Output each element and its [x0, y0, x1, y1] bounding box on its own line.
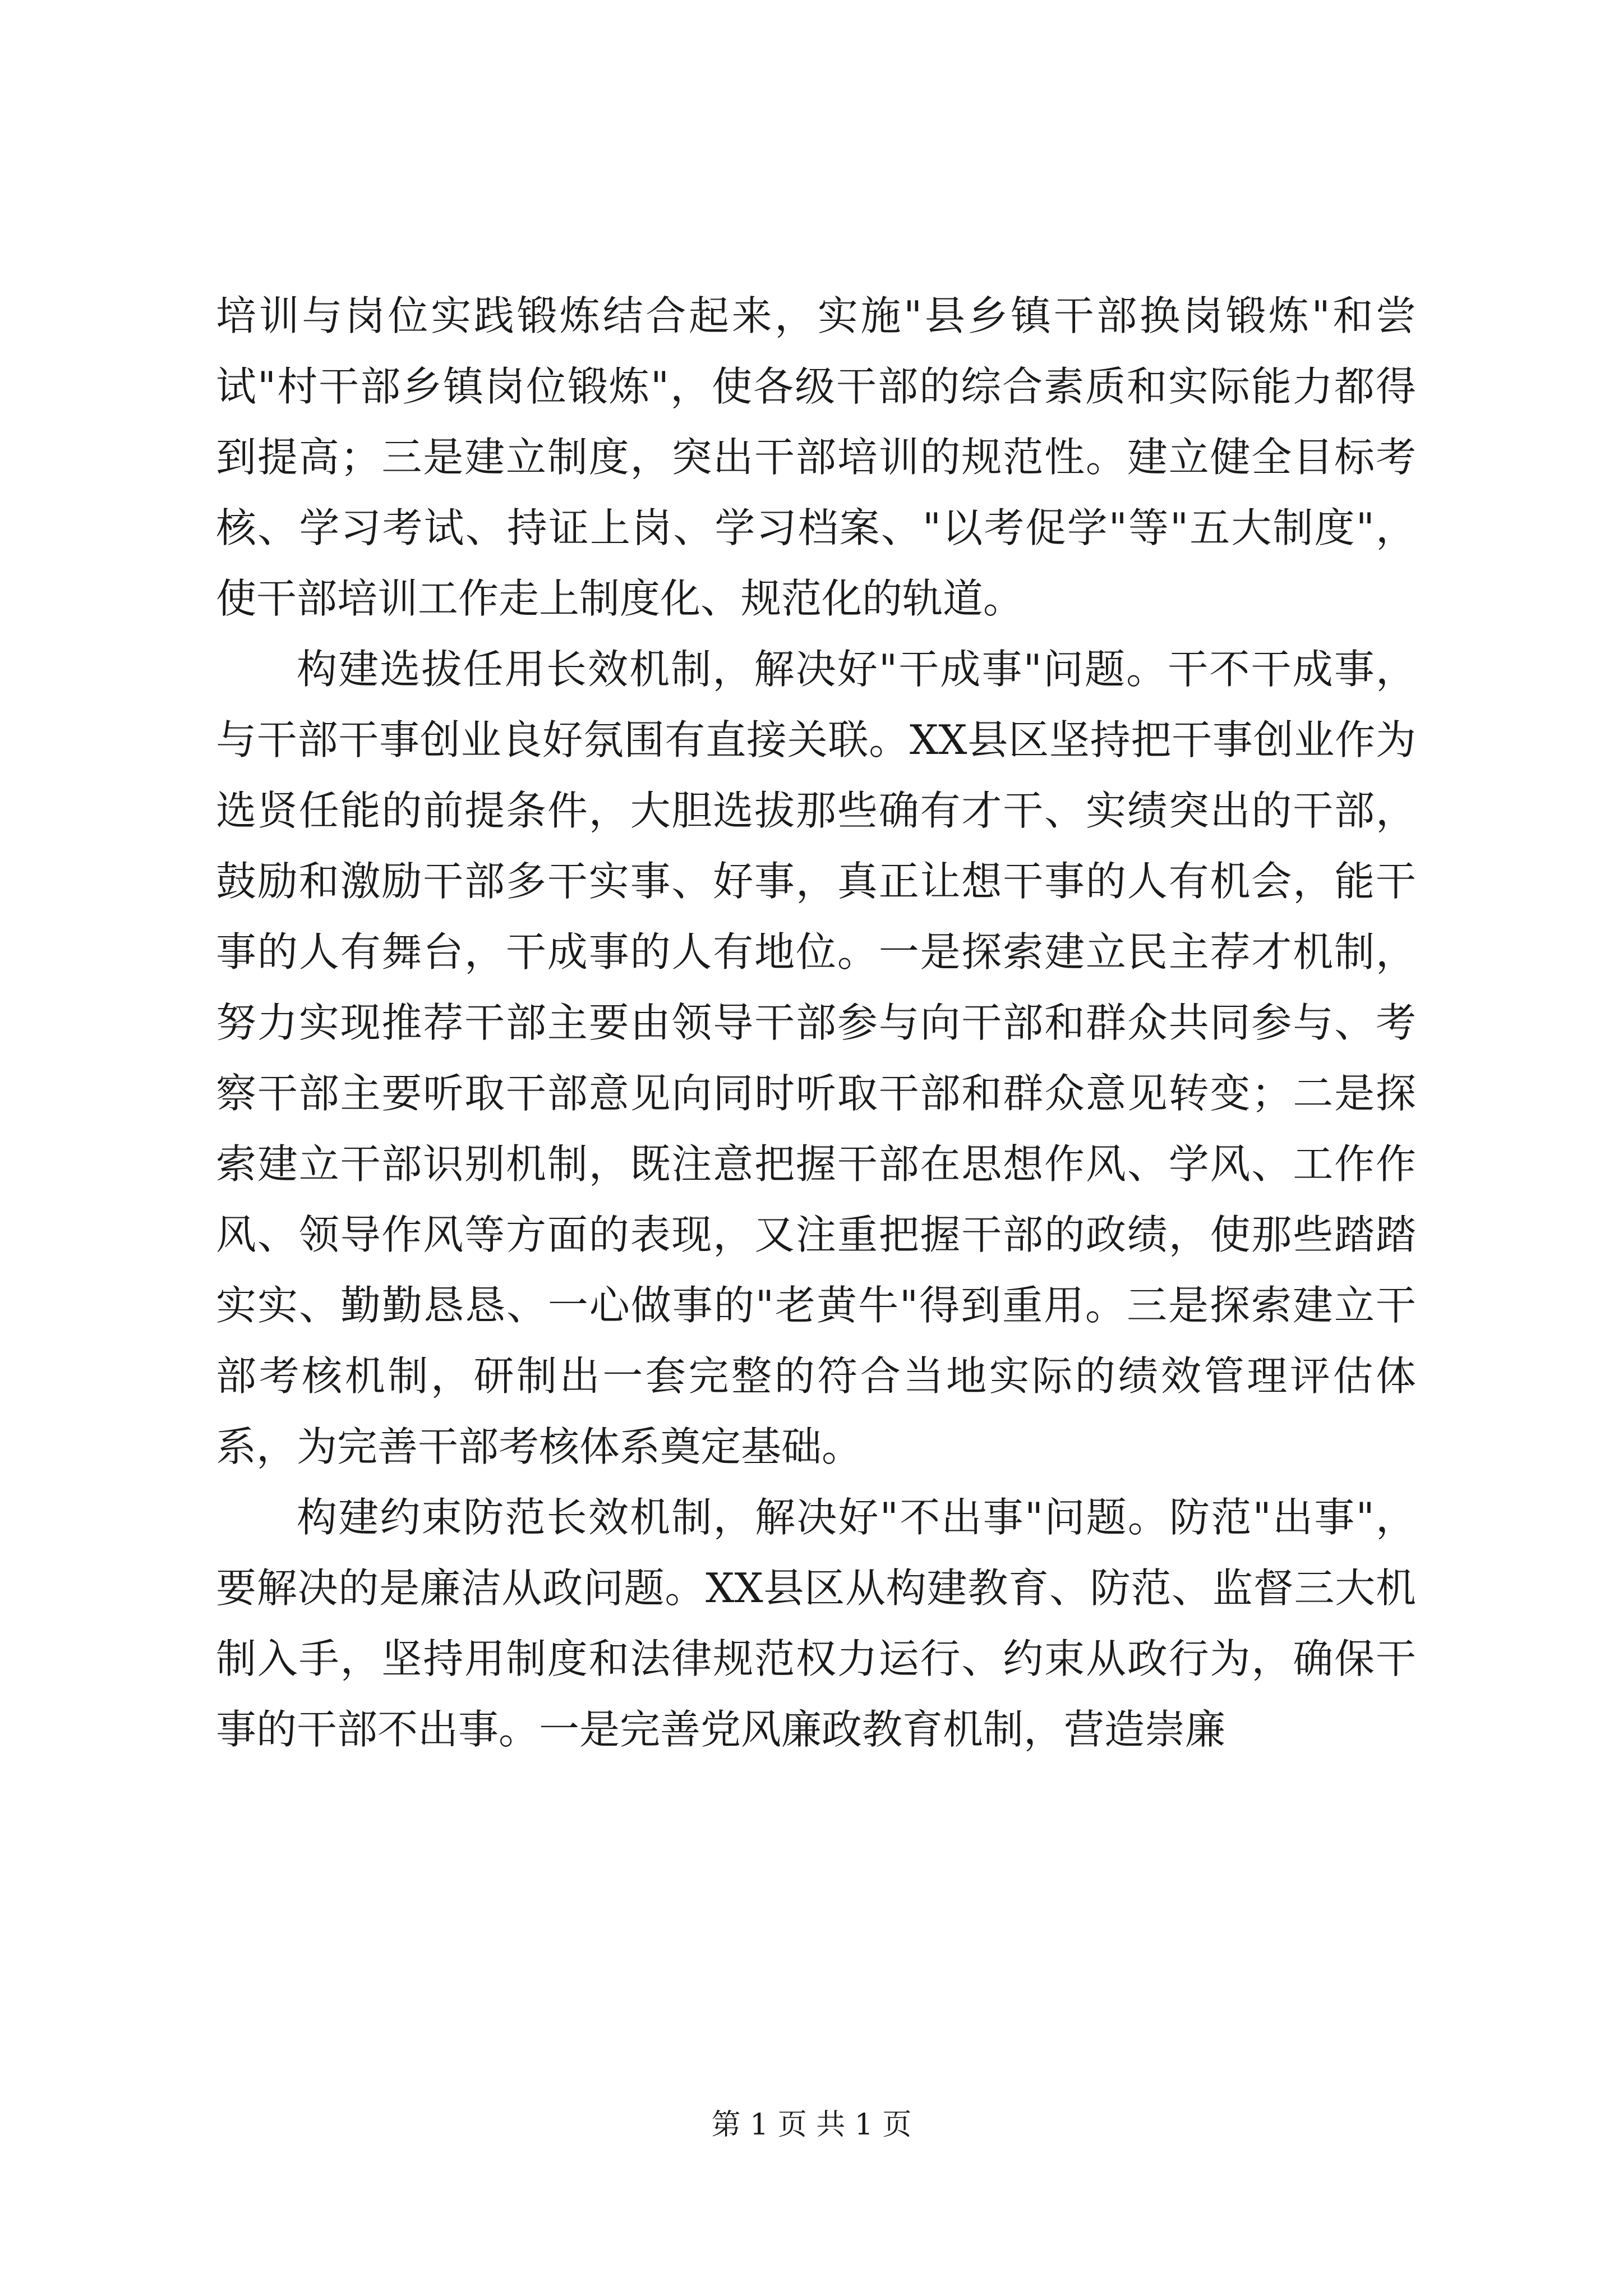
- page-footer: 第 1 页 共 1 页: [711, 2108, 912, 2142]
- document-body: [216, 280, 1416, 1765]
- paragraph-2: 构建选拔任用长效机制，解决好"干成事"问题。干不干成事，与干部干事创业良好氛围有直接关联。XX县区坚持把干事创业作为选贤任能的前提条件，大胆选拔那些确有才干、实绩突出的干部，鼓励和激励干部多干实事、好事，真正让想干事的人有机会，能干事的人有舞台，干成事的人有地位。一是探索建立民主荐才机制，努力实现推荐干部主要由领导干部参与向干部和群众共同参与、考察干部主要听取干部意见向同时听取干部和群众意见转变；二是探索建立干部识别机制，既注意把握干部在思想作风、学风、工作作风、领导作风等方面的表现，又注重把握干部的政绩，使那些踏踏实实、勤勤恳恳、一心做事的"老黄牛"得到重用。三是探索建立干部考核机制，研制出一套完整的符合当地实际的绩效管理评估体系，为完善干部考核体系奠定基础。: [216, 646, 1416, 1470]
- paragraph-3: 构建约束防范长效机制，解决好"不出事"问题。防范"出事"，要解决的是廉洁从政问题。XX县区从构建教育、防范、监督三大机制入手，坚持用制度和法律规范权力运行、约束从政行为，确保干事的干部不出事。一是完善党风廉政教育机制，营造崇廉: [216, 1494, 1416, 1753]
- paragraph-1: 培训与岗位实践锻炼结合起来，实施"县乡镇干部换岗锻炼"和尝试"村干部乡镇岗位锻炼"，使各级干部的综合素质和实际能力都得到提高；三是建立制度，突出干部培训的规范性。建立健全目标考核、学习考试、持证上岗、学习档案、"以考促学"等"五大制度"，使干部培训工作走上制度化、规范化的轨道。: [216, 292, 1416, 622]
